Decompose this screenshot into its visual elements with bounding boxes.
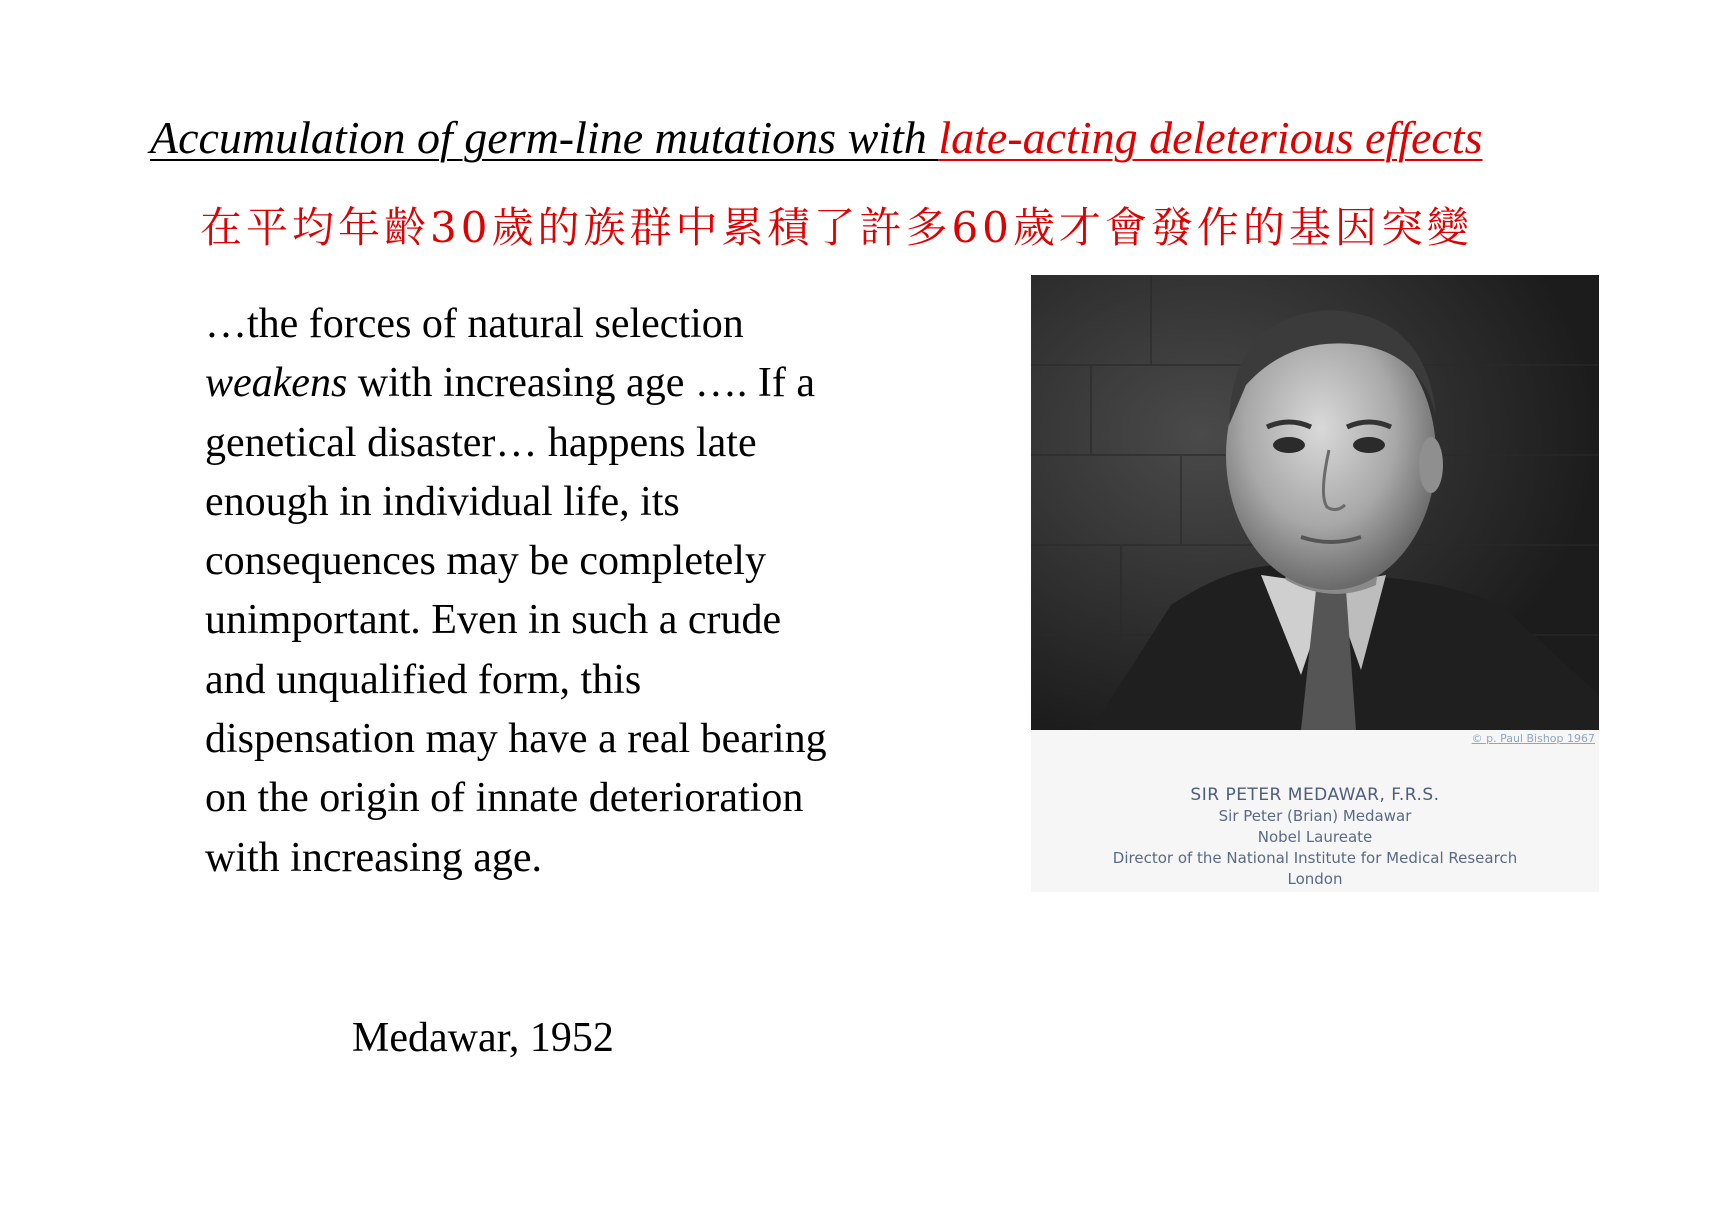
citation: Medawar, 1952 xyxy=(352,1015,614,1061)
caption-name: SIR PETER MEDAWAR, F.R.S. xyxy=(1190,785,1440,805)
quote-line: dispensation may have a real bearing xyxy=(205,716,827,763)
quote-line: …the forces of natural selection xyxy=(205,301,744,347)
portrait-caption xyxy=(1031,785,1599,890)
caption-line: Sir Peter (Brian) Medawar xyxy=(1218,807,1412,825)
caption-line: Director of the National Institute for Medical Research xyxy=(1112,849,1518,867)
portrait-card xyxy=(1031,275,1599,892)
portrait-photo xyxy=(1031,275,1599,730)
quote-line: unimportant. Even in such a crude xyxy=(205,597,782,644)
quote-line: genetical disaster… happens late xyxy=(205,419,757,466)
quote-line xyxy=(205,354,965,413)
quote-line: on the origin of innate deterioration xyxy=(205,775,804,822)
chinese-subtitle: 在平均年齡30歲的族群中累積了許多60歲才會發作的基因突變 xyxy=(200,203,1473,252)
quote-emphasis: weakens xyxy=(205,360,348,407)
quote-line: consequences may be completely xyxy=(205,538,766,585)
quote-line: enough in individual life, its xyxy=(205,478,680,525)
caption-line: Nobel Laureate xyxy=(1257,828,1373,846)
portrait-illustration xyxy=(1031,275,1599,730)
quote-line: and unqualified form, this xyxy=(205,656,642,703)
medawar-quote xyxy=(205,295,965,888)
title-black-part: Accumulation of germ-line mutations with xyxy=(150,112,939,163)
quote-line-rest: with increasing age …. If a xyxy=(347,360,815,407)
caption-line: London xyxy=(1287,870,1343,888)
photo-copyright: © p. Paul Bishop 1967 xyxy=(1471,732,1595,745)
slide-title xyxy=(150,108,1590,168)
quote-line: with increasing age. xyxy=(205,834,543,881)
title-red-part: late-acting deleterious effects xyxy=(938,112,1483,163)
